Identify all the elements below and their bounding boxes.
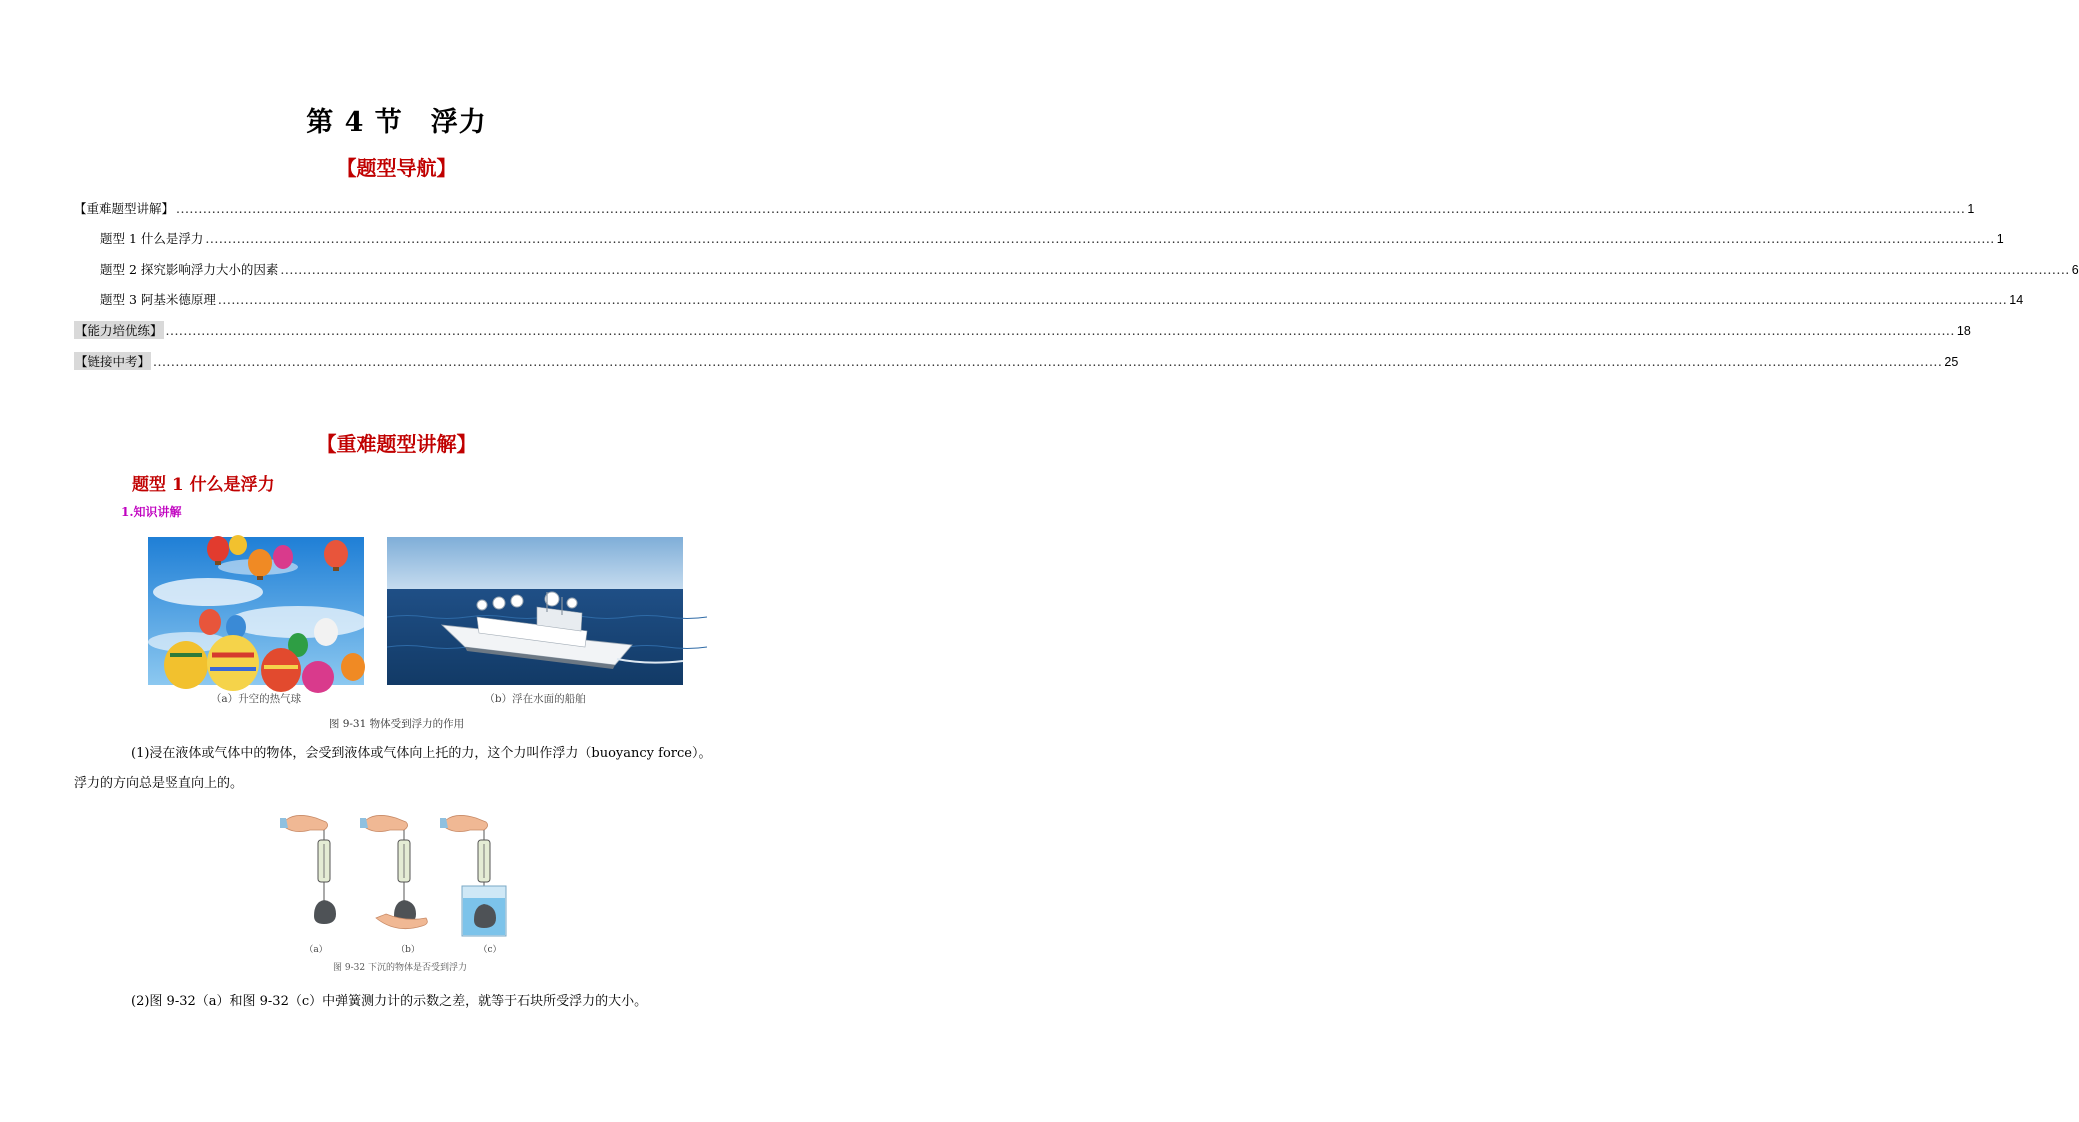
toc-label: 【重难题型讲解】: [74, 201, 175, 216]
toc-label: 题型 3 阿基米德原理: [100, 292, 216, 307]
toc-leader-dots: ................................................................................................................................................................................................................................................................................................................................................................................................................: [165, 323, 1955, 338]
toc-label: 题型 2 探究影响浮力大小的因素: [100, 262, 279, 277]
toc-page-number: 25: [1944, 355, 1959, 369]
figure1b-caption: （b）浮在水面的船舶: [484, 693, 586, 705]
figure2-caption: 图 9-32 下沉的物体是否受到浮力: [333, 963, 467, 973]
toc-page-number: 6: [2071, 263, 2079, 277]
figure1a-caption: （a）升空的热气球: [210, 693, 302, 705]
paragraph1-line2: 浮力的方向总是竖直向上的。: [74, 776, 244, 791]
toc-label: 题型 1 什么是浮力: [100, 231, 204, 246]
toc-page-number: 18: [1956, 324, 1971, 338]
toc-row[interactable]: [74, 199, 1975, 217]
toc-row[interactable]: [100, 229, 2004, 247]
nav-section-title: 【题型导航】: [336, 156, 457, 180]
toc-leader-dots: ................................................................................................................................................................................................................................................................................................................................................................................................................: [280, 262, 2070, 277]
toc-page-number: 1: [1967, 202, 1975, 216]
page-title: 第 4 节 浮力: [306, 107, 487, 138]
figure1-caption: 图 9-31 物体受到浮力的作用: [328, 718, 465, 730]
toc-leader-dots: ................................................................................................................................................................................................................................................................................................................................................................................................................: [217, 292, 2008, 307]
toc-row[interactable]: [74, 352, 1959, 370]
ship-on-water-image: [387, 537, 683, 685]
figure2-label-b: （b）: [396, 945, 420, 955]
figure2-label-c: （c）: [478, 945, 502, 955]
toc-label: 【能力培优练】: [75, 323, 163, 338]
toc-row[interactable]: [74, 321, 1971, 339]
toc-leader-dots: ................................................................................................................................................................................................................................................................................................................................................................................................................: [153, 354, 1943, 369]
toc-leader-dots: ................................................................................................................................................................................................................................................................................................................................................................................................................: [176, 201, 1966, 216]
hot-air-balloons-image: [148, 537, 364, 685]
figure2-label-a: （a）: [304, 945, 328, 955]
toc-row[interactable]: [100, 260, 2079, 278]
toc-leader-dots: ................................................................................................................................................................................................................................................................................................................................................................................................................: [205, 231, 1995, 246]
paragraph2: (2)图 9-32（a）和图 9-32（c）中弹簧测力计的示数之差，就等于石块所受浮力的大小。: [131, 994, 648, 1009]
paragraph1-line1: (1)浸在液体或气体中的物体，会受到液体或气体向上托的力，这个力叫作浮力（buoyancy force）。: [131, 746, 712, 761]
section-title: 【重难题型讲解】: [316, 432, 477, 456]
toc-page-number: 14: [2009, 293, 2024, 307]
toc-label: 【链接中考】: [75, 354, 151, 369]
toc-page-number: 1: [1996, 232, 2004, 246]
toc-row[interactable]: [100, 290, 2024, 308]
knowledge-title: 1.知识讲解: [121, 505, 182, 519]
subsection-title: 题型 1 什么是浮力: [132, 475, 275, 495]
